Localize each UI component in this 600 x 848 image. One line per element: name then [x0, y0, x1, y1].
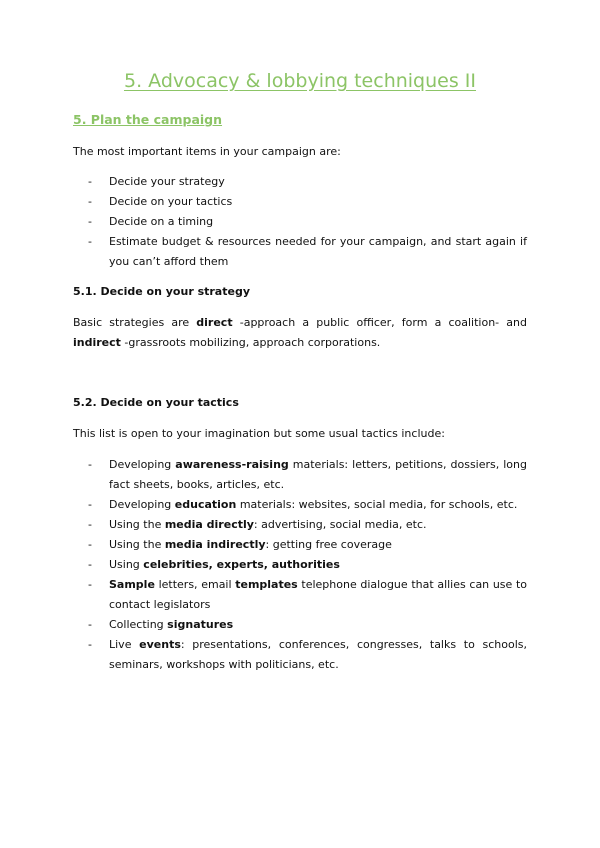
list-item: - Using the media indirectly: getting free coverage	[88, 535, 527, 555]
tactics-heading: 5.2. Decide on your tactics	[73, 396, 239, 409]
list-item: - Decide on a timing	[88, 212, 527, 232]
list-item: - Sample letters, email templates telephone dialogue that allies can use to contact legislators	[88, 575, 527, 615]
section-heading: 5. Plan the campaign	[73, 112, 223, 127]
list-item: - Decide your strategy	[88, 172, 527, 192]
strategy-paragraph: Basic strategies are direct -approach a public officer, form a coalition- and indirect -grassroots mobilizing, approach corporations.	[73, 316, 527, 349]
list-item: - Using celebrities, experts, authorities	[88, 555, 527, 575]
list-item: - Developing education materials: websites, social media, for schools, etc.	[88, 495, 527, 515]
campaign-items-list	[88, 172, 527, 272]
list-item: - Live events: presentations, conferences, congresses, talks to schools, seminars, workshops with politicians, etc.	[88, 635, 527, 675]
tactics-intro: This list is open to your imagination but some usual tactics include:	[73, 427, 445, 440]
strategy-heading: 5.1. Decide on your strategy	[73, 285, 250, 298]
list-item: - Estimate budget & resources needed for your campaign, and start again if you can’t afford them	[88, 232, 527, 272]
intro-paragraph: The most important items in your campaign are:	[73, 145, 341, 158]
list-item: - Developing awareness-raising materials: letters, petitions, dossiers, long fact sheets, books, articles, etc.	[88, 455, 527, 495]
page-title: 5. Advocacy & lobbying techniques II	[123, 70, 476, 92]
tactics-list	[88, 455, 527, 675]
list-item: - Collecting signatures	[88, 615, 527, 635]
list-item: - Using the media directly: advertising, social media, etc.	[88, 515, 527, 535]
list-item: - Decide on your tactics	[88, 192, 527, 212]
